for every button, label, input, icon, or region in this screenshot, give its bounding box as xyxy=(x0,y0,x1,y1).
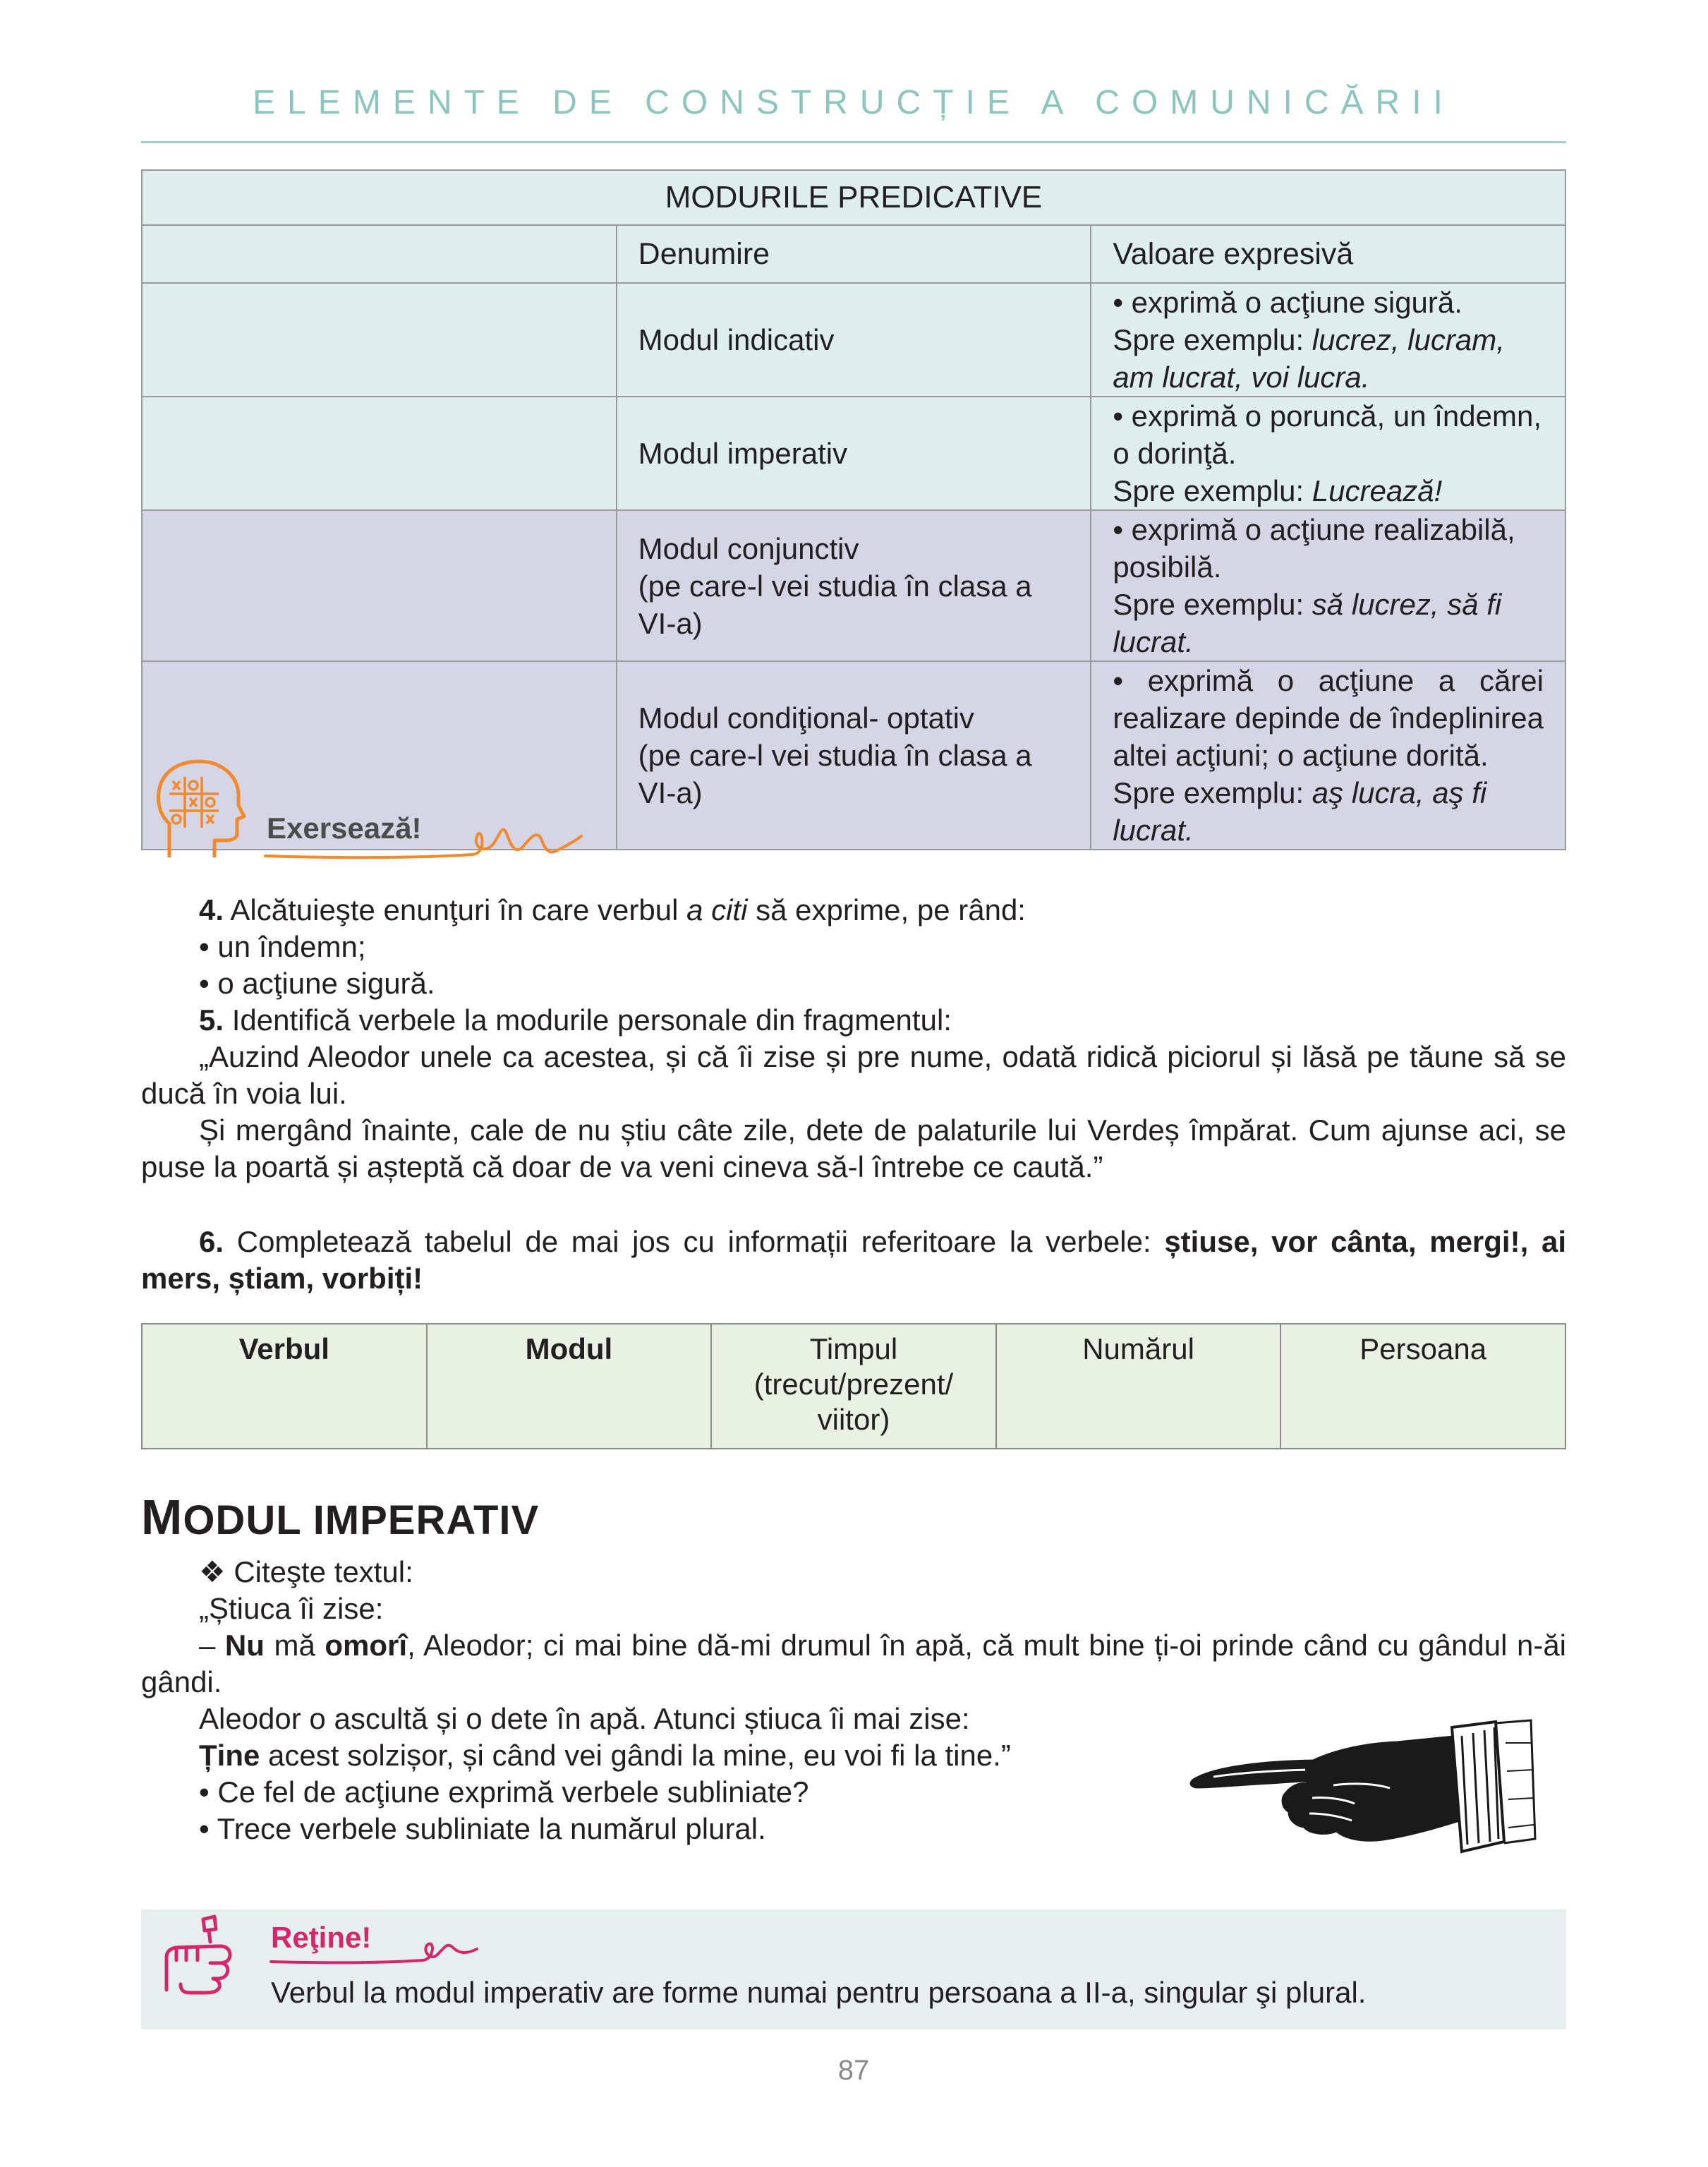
exercise-number: 5. xyxy=(199,1003,224,1037)
column-header-person xyxy=(1280,1324,1565,1449)
exercise-text: Completează tabelul de mai jos cu informații referitoare la verbele: xyxy=(224,1225,1165,1258)
remember-text: Verbul la modul imperativ are forme numai pentru persoana a II-a, singular şi plural. xyxy=(271,1976,1367,2009)
running-head: ELEMENTE DE CONSTRUCȚIE A COMUNICĂRII xyxy=(253,84,1455,121)
example-lead: Spre exemplu: xyxy=(1113,323,1312,356)
page-number: 87 xyxy=(837,2055,870,2086)
empty-cell xyxy=(142,510,617,661)
verb-analysis-table xyxy=(141,1323,1566,1449)
quote-paragraph: Și mergând înainte, cale de nu știu câte zile, dete de palaturile lui Verdeș împărat. Cum ajunse aci, se puse la poartă și așteptă că doar de va veni cineva să-l întrebe ce caută.” xyxy=(141,1113,1566,1183)
section-title xyxy=(141,1489,539,1545)
question-item: • Trece verbele subliniate la numărul plural. xyxy=(199,1812,766,1845)
list-item: • un îndemn; xyxy=(199,930,366,963)
exercise-text: Alcătuieşte enunţuri în care verbul xyxy=(224,893,687,926)
empty-cell xyxy=(142,225,617,283)
header-text: Modul xyxy=(525,1332,613,1365)
mood-example-line xyxy=(1113,586,1544,660)
mood-name: Modul indicativ xyxy=(638,323,835,356)
text-fragment: , Aleodor; ci mai bine dă-mi drumul în apă, că mult bine ți-oi prinde când cu gândul n-ăi gândi. xyxy=(141,1629,1567,1698)
mood-name-cell xyxy=(617,397,1091,510)
header-text: viitor) xyxy=(817,1403,890,1436)
header-text: (trecut/prezent/ xyxy=(753,1368,954,1401)
question-item: • Ce fel de acţiune exprimă verbele subliniate? xyxy=(199,1775,809,1809)
mood-name: Modul imperativ xyxy=(638,437,848,470)
exercise-text: să exprime, pe rând: xyxy=(747,893,1026,926)
hand-note-icon xyxy=(159,1914,237,1998)
mood-name-cell xyxy=(617,283,1091,397)
column-header-value: Valoare expresivă xyxy=(1091,225,1565,283)
column-header-name: Denumire xyxy=(617,225,1091,283)
table-title-row xyxy=(142,170,1565,225)
title-rest: ODUL IMPERATIV xyxy=(183,1497,540,1543)
underlined-verb: Nu xyxy=(224,1629,265,1662)
exercise-verbs: știuse, vor cânta, mergi!, ai mers, știam, vorbiți! xyxy=(141,1225,1566,1295)
tic-tac-toe-head-icon xyxy=(155,759,247,864)
empty-cell xyxy=(142,397,617,510)
column-header-number xyxy=(996,1324,1281,1449)
exercise-number: 6. xyxy=(199,1225,224,1258)
mood-description: • exprimă o acţiune a cărei realizare depinde de îndeplinirea altei acţiuni; o acţiune dorită. xyxy=(1113,664,1544,772)
table-header-row xyxy=(142,225,1565,283)
exercise-4 xyxy=(141,892,1566,929)
header-divider xyxy=(141,141,1566,143)
text-line: Aleodor o ascultă și o dete în apă. Atunci știuca îi mai zise: xyxy=(199,1702,970,1735)
header-text: Verbul xyxy=(238,1332,329,1365)
table-title: MODURILE PREDICATIVE xyxy=(142,170,1565,225)
mood-value-cell xyxy=(1091,283,1565,397)
exercise-text: Identifică verbele la modurile personale din fragmentul: xyxy=(224,1003,952,1037)
remember-label: Reţine! xyxy=(271,1921,372,1954)
example-lead: Spre exemplu: xyxy=(1113,588,1312,621)
example-text: aş lucra, aş fi lucrat. xyxy=(1113,776,1487,847)
mood-name-cell xyxy=(617,510,1091,661)
read-prompt: ❖ Citeşte textul: xyxy=(199,1555,413,1588)
example-lead: Spre exemplu: xyxy=(1113,474,1312,507)
empty-cell xyxy=(142,283,617,397)
table-row xyxy=(142,510,1565,661)
exercise-verb: a citi xyxy=(686,893,748,926)
exercise-number: 4. xyxy=(199,893,224,926)
text-line: „Știuca îi zise: xyxy=(199,1592,384,1625)
predicative-moods-table xyxy=(141,169,1566,850)
example-text: să lucrez, să fi lucrat. xyxy=(1113,588,1502,658)
mood-note: (pe care-l vei studia în clasa a VI-a) xyxy=(638,569,1032,640)
text-fragment: acest solzișor, și când vei gândi la mine, eu voi fi la tine.” xyxy=(260,1739,1011,1772)
mood-name-cell xyxy=(617,661,1091,850)
example-text: Lucrează! xyxy=(1312,474,1443,507)
header-text: Numărul xyxy=(1082,1332,1194,1365)
mood-value-cell xyxy=(1091,397,1565,510)
text-paragraph xyxy=(141,1627,1566,1701)
column-header-mood xyxy=(427,1324,712,1449)
table-row xyxy=(142,283,1565,397)
mood-note: (pe care-l vei studia în clasa a VI-a) xyxy=(638,739,1032,809)
exercise-5 xyxy=(141,1002,1566,1039)
mood-name: Modul conjunctiv xyxy=(638,531,859,565)
example-lead: Spre exemplu: xyxy=(1113,776,1312,809)
list-item: • o acţiune sigură. xyxy=(199,967,435,1000)
mood-example-line xyxy=(1113,472,1544,509)
mood-description: • exprimă o poruncă, un îndemn, o dorinţă. xyxy=(1113,399,1542,470)
mood-name: Modul condiţional- optativ xyxy=(638,701,974,735)
table-row xyxy=(142,397,1565,510)
example-text: lucrez, lucram, am lucrat, voi lucra. xyxy=(1113,323,1505,394)
underlined-verb: Ține xyxy=(199,1739,260,1772)
quote-paragraph: „Auzind Aleodor unele ca acestea, și că îi zise și pre nume, odată ridică piciorul și lăsă pe tăune să se ducă în voia lui. xyxy=(141,1040,1566,1110)
mood-description: • exprimă o acţiune sigură. xyxy=(1113,286,1462,319)
column-header-verb xyxy=(142,1324,427,1449)
mood-example-line xyxy=(1113,321,1544,396)
table-row xyxy=(142,1324,1565,1449)
mood-example-line xyxy=(1113,774,1544,849)
mood-value-cell xyxy=(1091,661,1565,850)
mood-description: • exprimă o acţiune realizabilă, posibilă. xyxy=(1113,513,1515,584)
header-text: Timpul xyxy=(809,1332,898,1365)
text-fragment: mă xyxy=(264,1629,325,1662)
dash: – xyxy=(199,1629,225,1662)
title-initial: M xyxy=(141,1490,183,1545)
underlined-verb: omorî xyxy=(325,1629,408,1662)
exercise-6 xyxy=(141,1224,1566,1297)
mood-value-cell xyxy=(1091,510,1565,661)
header-text: Persoana xyxy=(1359,1332,1487,1365)
pointing-hand-icon xyxy=(1185,1715,1538,1863)
practice-label: Exersează! xyxy=(267,811,422,845)
column-header-tense xyxy=(711,1324,996,1449)
